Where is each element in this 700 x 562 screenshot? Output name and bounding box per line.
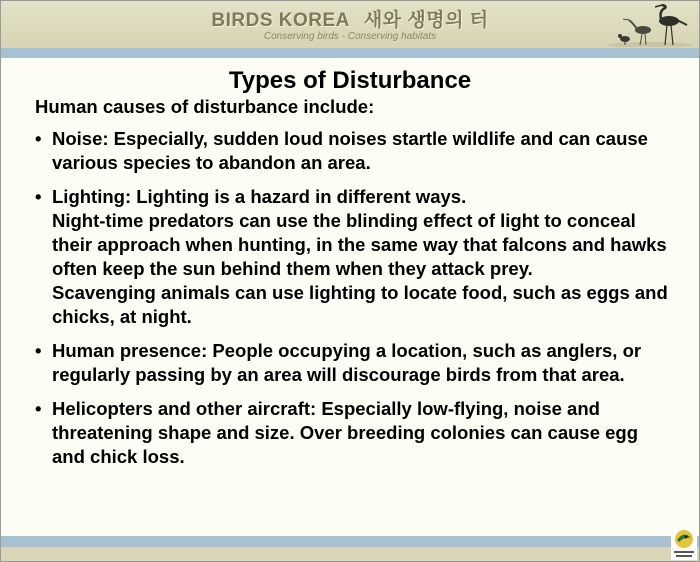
slide-content: [1, 58, 699, 479]
brand-name-english: BIRDS KOREA: [211, 10, 350, 31]
bullet-aircraft: [35, 397, 669, 469]
bullet-line: Human presence: People occupying a location, such as anglers, or regularly passing by an area will discourage birds from that area.: [52, 340, 642, 385]
header-banner: [1, 1, 699, 48]
bullet-icon: •: [35, 398, 42, 419]
tagline: Conserving birds - Conserving habitats: [263, 31, 437, 42]
brand-name-korean: 새와 생명의 터: [363, 10, 489, 31]
intro-text: Human causes of disturbance include:: [35, 96, 375, 117]
bullet-noise: [35, 127, 669, 175]
footer-band: [1, 547, 699, 561]
bullet-line: Helicopters and other aircraft: Especially low-flying, noise and threatening shape and size. Over breeding colonies can cause egg and chick loss.: [52, 398, 639, 467]
accent-bar-top: [1, 48, 699, 58]
birds-silhouette-icon: [607, 3, 693, 47]
bullet-list: [1, 127, 699, 469]
bullet-icon: •: [35, 128, 42, 149]
bullet-icon: •: [35, 340, 42, 361]
slide-title: Types of Disturbance: [228, 67, 472, 94]
bullet-icon: •: [35, 186, 42, 207]
bullet-line: Lighting: Lighting is a hazard in different ways.: [52, 186, 467, 207]
birds-korea-logo: [671, 528, 697, 560]
bullet-line: Noise: Especially, sudden loud noises startle wildlife and can cause various species to abandon an area.: [52, 128, 648, 173]
accent-bar-bottom: [1, 536, 699, 547]
bullet-lighting: [35, 185, 669, 329]
bullet-human-presence: [35, 339, 669, 387]
bullet-line: Scavenging animals can use lighting to locate food, such as eggs and chicks, at night.: [52, 282, 668, 327]
bullet-line: Night-time predators can use the blinding effect of light to conceal their approach when hunting, in the same way that falcons and hawks often keep the sun behind them when they attack prey.: [52, 210, 667, 279]
brand-title: [1, 5, 699, 32]
